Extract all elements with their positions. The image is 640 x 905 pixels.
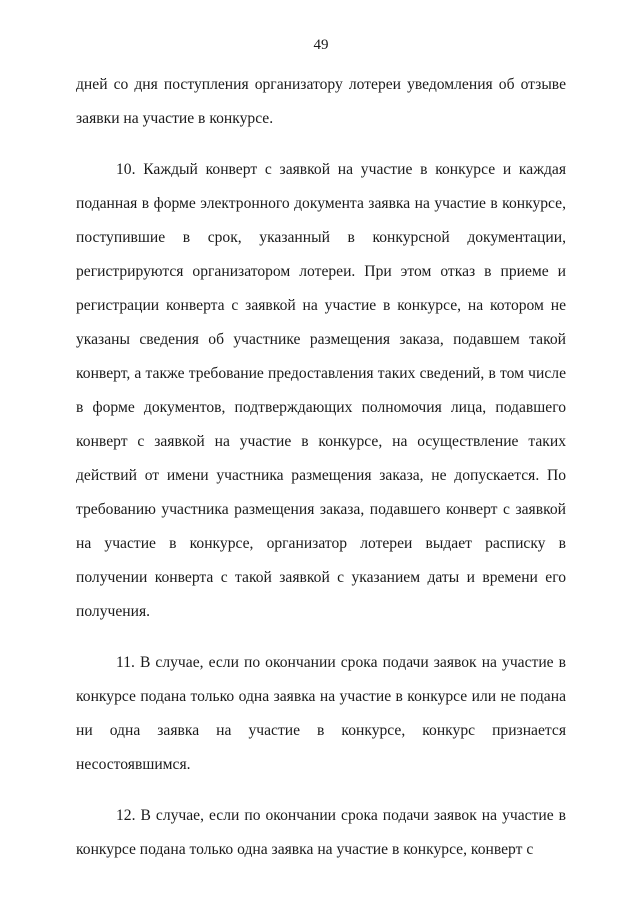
paragraph-11: 11. В случае, если по окончании срока подачи заявок на участие в конкурсе подана только одна заявка на участие в конкурсе или не подана ни одна заявка на участие в конкурсе, конкурс признается несостоявшимся.: [76, 654, 566, 773]
paragraph-10: 10. Каждый конверт с заявкой на участие в конкурсе и каждая поданная в форме электронного документа заявка на участие в конкурсе, поступившие в срок, указанный в конкурсной документации, регистрируются организатором лотереи. При этом отказ в приеме и регистрации конверта с заявкой на участие в конкурсе, на котором не указаны сведения об участнике размещения заказа, подавшем такой конверт, а также требование предоставления таких сведений, в том числе в форме документов, подтверждающих полномочия лица, подавшего конверт с заявкой на участие в конкурсе, на осуществление таких действий от имени участника размещения заказа, не допускается. По требованию участника размещения заказа, подавшего конверт с заявкой на участие в конкурсе, организатор лотереи выдает расписку в получении конверта с такой заявкой с указанием даты и времени его получения.: [76, 161, 566, 620]
paragraph-12: 12. В случае, если по окончании срока подачи заявок на участие в конкурсе подана только одна заявка на участие в конкурсе, конверт с: [76, 807, 566, 858]
page-number: 49: [313, 37, 329, 53]
paragraph-continuation: дней со дня поступления организатору лотереи уведомления об отзыве заявки на участие в конкурсе.: [76, 76, 566, 127]
